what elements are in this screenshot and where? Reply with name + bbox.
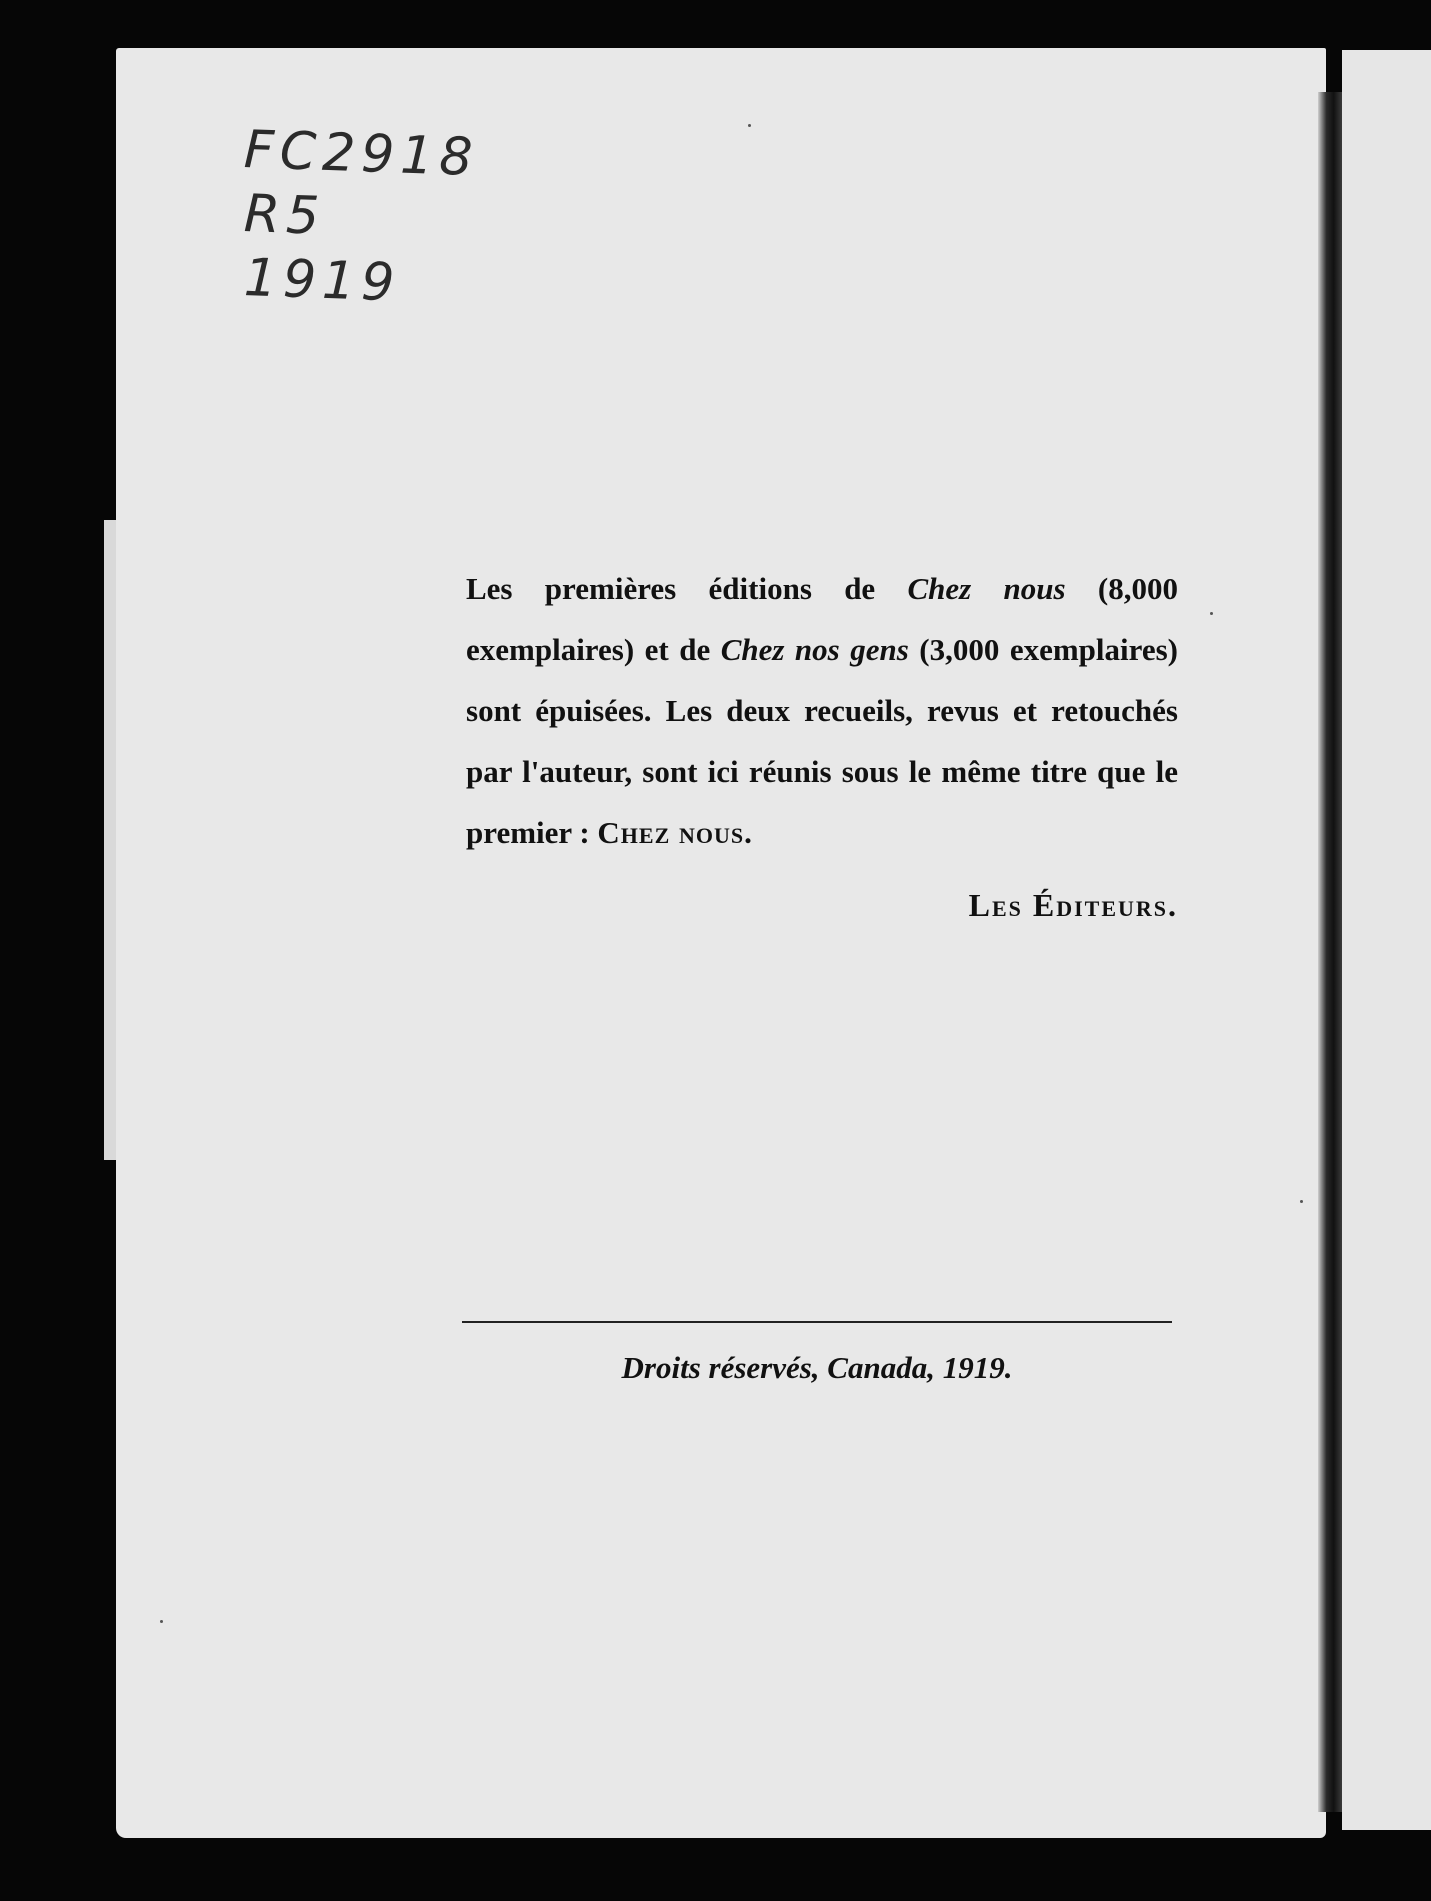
paper-speck bbox=[1210, 612, 1213, 615]
book-page bbox=[116, 48, 1326, 1838]
notice-period: . bbox=[744, 815, 752, 850]
book-title-chez-nous: Chez nous bbox=[907, 571, 1066, 606]
notice-text-4: Les deux recueils, revus et retouchés par l'auteur, sont ici réunis sous le même titre que le premier : bbox=[466, 693, 1178, 850]
publisher-signature: Les Éditeurs. bbox=[968, 887, 1178, 923]
call-number-line-2: R5 bbox=[242, 184, 327, 247]
copyright-line: Droits réservés, Canada, 1919. bbox=[621, 1350, 1013, 1385]
collection-title: Chez nous bbox=[597, 815, 745, 850]
call-number-line-1: FC2918 bbox=[242, 120, 480, 189]
notice-paragraph bbox=[466, 558, 1178, 863]
handwritten-call-number bbox=[242, 118, 504, 314]
paper-speck bbox=[748, 124, 751, 127]
call-number-line-3: 1919 bbox=[242, 248, 402, 314]
paper-speck bbox=[1300, 1200, 1303, 1203]
paper-speck bbox=[160, 1620, 163, 1623]
book-title-chez-nos-gens: Chez nos gens bbox=[720, 632, 909, 667]
notice-text-3: (3,000 exemplaires) sont épuisées. bbox=[466, 632, 1178, 728]
notice-text-1: Les premières éditions de bbox=[466, 571, 908, 606]
book-gutter-shadow bbox=[1318, 92, 1342, 1812]
facing-page-edge bbox=[1342, 50, 1431, 1830]
horizontal-rule bbox=[462, 1321, 1172, 1323]
publisher-notice bbox=[466, 558, 1178, 936]
notice-text-2: (8,000 exemplaires) et de bbox=[466, 571, 1178, 667]
